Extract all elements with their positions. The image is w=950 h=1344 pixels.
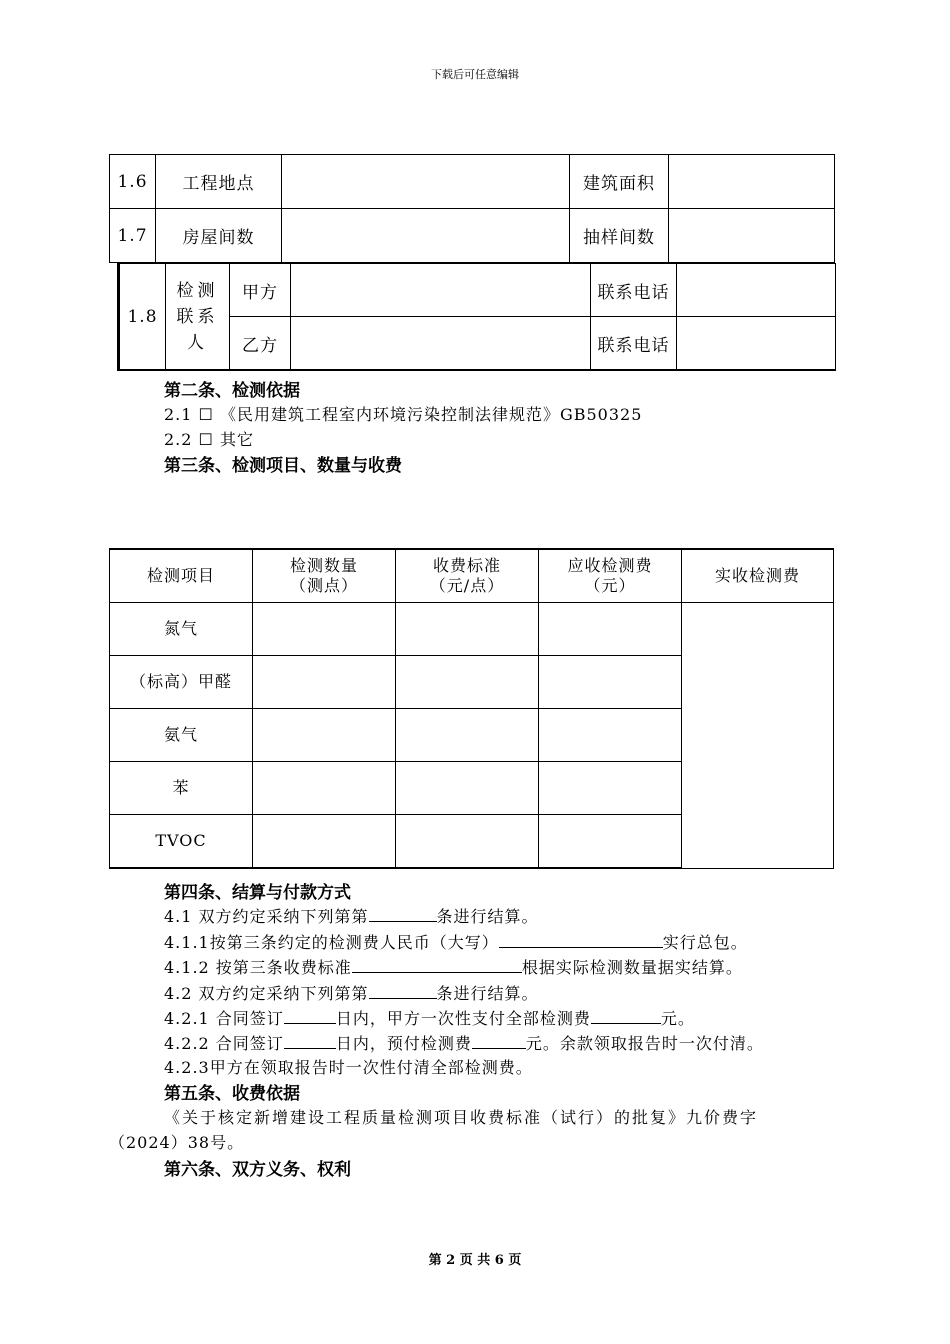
amount-words-blank[interactable] [499,933,663,948]
basis-option-2[interactable]: 2.2 ☐ 其它 [164,430,254,449]
field-label: 抽样间数 [570,209,669,263]
section-2-title: 第二条、检测依据 [164,381,300,401]
row-number: 1.6 [110,155,156,209]
days-blank[interactable] [284,1034,336,1049]
full-fee-blank[interactable] [591,1009,661,1024]
table-row [110,155,835,209]
page-footer: 第 2 页 共 6 页 [428,1253,522,1268]
phone-label: 联系电话 [591,264,677,317]
rate-cell[interactable] [396,656,539,709]
phone-label: 联系电话 [591,317,677,371]
party-b-phone-field[interactable] [677,317,836,371]
rate-cell[interactable] [396,603,539,656]
contact-table [117,263,836,371]
quantity-cell[interactable] [253,603,396,656]
quantity-cell[interactable] [253,709,396,762]
col-header-actual: 实收检测费 [682,549,834,603]
rate-standard-blank[interactable] [352,958,522,973]
table-header-row [110,549,834,603]
building-area-field[interactable] [669,155,835,209]
section-3-title: 第三条、检测项目、数量与收费 [164,456,402,476]
rate-cell[interactable] [396,709,539,762]
project-info-table [109,154,835,263]
sample-count-field[interactable] [669,209,835,263]
col-header-quantity: 检测数量 （测点） [253,549,396,603]
payment-clause-4-2-3: 4.2.3甲方在领取报告时一次性付清全部检测费。 [164,1058,533,1077]
payment-clause-4-1-1: 4.1.1按第三条约定的检测费人民币（大写） 实行总包。 [164,933,748,952]
due-cell[interactable] [539,762,682,815]
col-header-due: 应收检测费 （元） [539,549,682,603]
rate-cell[interactable] [396,815,539,869]
table-row [110,603,834,656]
party-a-contact-field[interactable] [291,264,591,317]
clause-number-blank[interactable] [369,907,437,922]
advance-fee-blank[interactable] [472,1034,526,1049]
table-row [110,209,835,263]
due-cell[interactable] [539,656,682,709]
rate-cell[interactable] [396,762,539,815]
item-name: 苯 [110,762,253,815]
test-items-table [109,548,834,869]
days-blank[interactable] [284,1009,336,1024]
field-label: 建筑面积 [570,155,669,209]
quantity-cell[interactable] [253,762,396,815]
payment-clause-4-2: 4.2 双方约定采纳下列第第 条进行结算。 [164,984,539,1003]
payment-clause-4-1: 4.1 双方约定采纳下列第第 条进行结算。 [164,907,539,926]
due-cell[interactable] [539,815,682,869]
quantity-cell[interactable] [253,815,396,869]
clause-number-blank[interactable] [369,984,437,999]
row-number: 1.7 [110,209,156,263]
item-name: （标高）甲醛 [110,656,253,709]
field-label: 工程地点 [156,155,282,209]
payment-clause-4-2-1: 4.2.1 合同签订 日内，甲方一次性支付全部检测费 元。 [164,1009,695,1028]
item-name: TVOC [110,815,253,869]
quantity-cell[interactable] [253,656,396,709]
party-a-phone-field[interactable] [677,264,836,317]
item-name: 氨气 [110,709,253,762]
due-cell[interactable] [539,603,682,656]
field-label: 房屋间数 [156,209,282,263]
party-b-contact-field[interactable] [291,317,591,371]
room-count-field[interactable] [282,209,570,263]
payment-clause-4-1-2: 4.1.2 按第三条收费标准 根据实际检测数量据实结算。 [164,958,743,977]
fee-basis-text-cont: （2024）38号。 [109,1133,245,1152]
basis-option-1[interactable]: 2.1 ☐ 《民用建筑工程室内环境污染控制法律规范》GB50325 [164,405,643,424]
party-a-label: 甲方 [230,264,291,317]
row-number: 1.8 [119,264,166,371]
due-cell[interactable] [539,709,682,762]
actual-fee-cell[interactable] [682,603,834,869]
fee-basis-text: 《关于核定新增建设工程质量检测项目收费标准（试行）的批复》九价费字 [164,1108,759,1127]
header-note: 下载后可任意编辑 [431,68,519,81]
section-4-title: 第四条、结算与付款方式 [164,883,351,903]
item-name: 氮气 [110,603,253,656]
section-6-title: 第六条、双方义务、权利 [164,1160,351,1180]
col-header-rate: 收费标准 （元/点） [396,549,539,603]
payment-clause-4-2-2: 4.2.2 合同签订 日内，预付检测费 元。余款领取报告时一次付清。 [164,1034,764,1053]
contact-label: 检测联系人 [166,264,230,371]
table-row [119,264,836,317]
col-header-item: 检测项目 [110,549,253,603]
party-b-label: 乙方 [230,317,291,371]
project-location-field[interactable] [282,155,570,209]
section-5-title: 第五条、收费依据 [164,1084,300,1104]
